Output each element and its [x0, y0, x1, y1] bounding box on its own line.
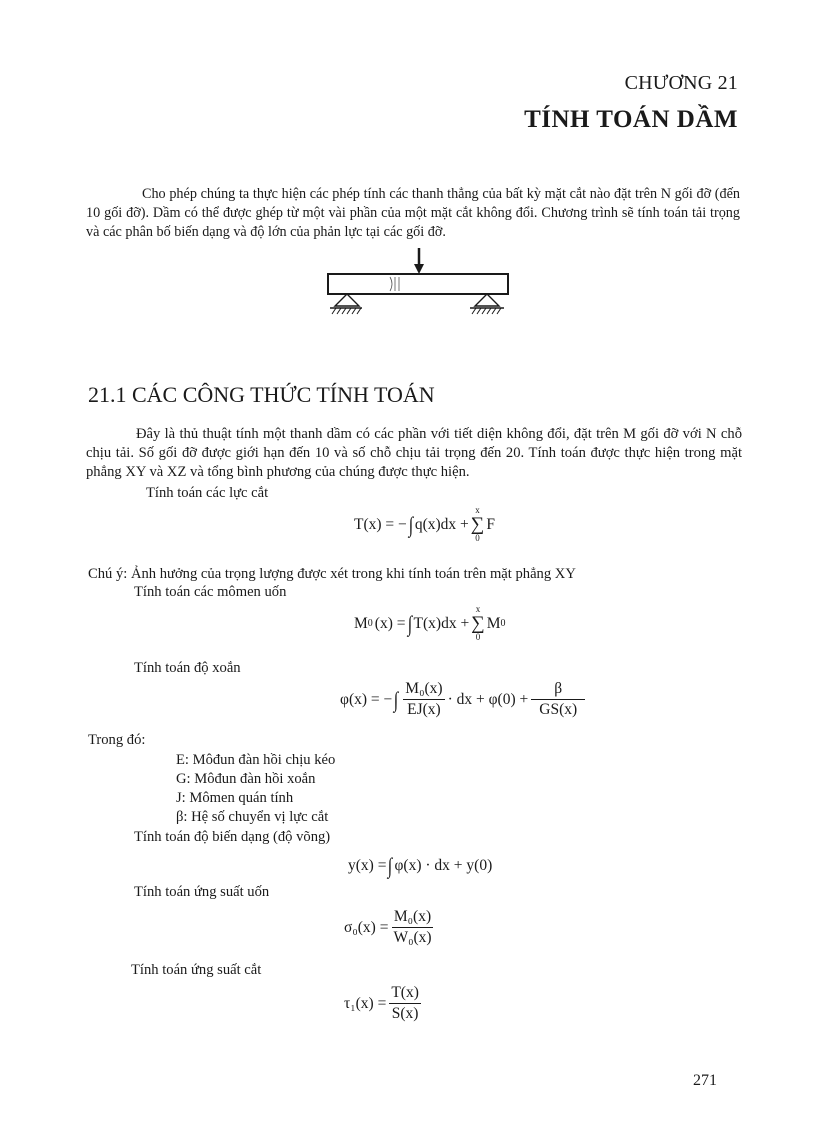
shear-force-formula: T(x) = − ∫ q(x)dx + x ∑ 0 F: [354, 505, 495, 543]
bending-moment-label: Tính toán các mômen uốn: [134, 584, 287, 600]
chapter-number: CHƯƠNG 21: [624, 72, 738, 94]
page-number: 271: [693, 1072, 717, 1089]
beam-joint-mark: [390, 277, 399, 291]
shear-force-label: Tính toán các lực cắt: [146, 485, 269, 501]
section-paragraph: Đây là thủ thuật tính một thanh dầm có các phần với tiết diện không đổi, đặt trên M gối đỡ với N chỗ chịu tải. Số gối đỡ được giới hạn đến 10 và số chỗ chịu tải trọng đến 20. Tính toán được thực hiện trong mặt phẳng XY và XZ và tổng bình phương của chúng được thực hiện.: [86, 426, 742, 480]
left-support: [335, 294, 359, 306]
bending-stress-formula: σ₀(x) = $\frac{\text{M₀(x)}}{\text{W₀(x)}}$: [344, 908, 432, 946]
deflection-formula: y(x) = ∫ φ(x) · dx + y(0): [348, 853, 493, 878]
load-arrow-head: [414, 264, 424, 274]
integral-sign: ∫: [388, 853, 393, 878]
bending-stress-label: Tính toán ứng suất uốn: [134, 884, 270, 900]
where-label: Trong đó:: [88, 732, 146, 748]
chapter-title: TÍNH TOÁN DẦM: [524, 106, 738, 133]
twist-label: Tính toán độ xoắn: [134, 660, 241, 676]
twist-formula: φ(x) = − ∫ $\frac{\text{M₀(x)}}{EJ(x)}$ · dx + φ(0) + $\frac{\beta}{GS(x)}$: [340, 680, 588, 719]
right-support: [475, 294, 499, 306]
integral-sign: ∫: [407, 610, 412, 636]
bending-moment-formula: M 0 (x) = ∫ T(x)dx + x ∑ 0 M 0: [354, 604, 506, 642]
definition-item: E: Môđun đàn hồi chịu kéo: [176, 752, 336, 768]
shear-stress-formula: τ₁(x) = $\frac{T(x)}{S(x)}$: [344, 984, 419, 1022]
weight-note: Chú ý: Ảnh hưởng của trọng lượng được xét trong khi tính toán trên mặt phẳng XY: [88, 566, 576, 582]
integral-sign: ∫: [394, 686, 399, 712]
beam-body: [328, 274, 508, 294]
sum-sign: x ∑ 0: [470, 505, 485, 543]
definition-item: β: Hệ số chuyển vị lực cắt: [176, 809, 329, 825]
shear-stress-label: Tính toán ứng suất cắt: [131, 962, 262, 978]
definition-item: J: Mômen quán tính: [176, 790, 294, 806]
sum-sign: x ∑ 0: [471, 604, 485, 642]
beam-diagram: [322, 248, 512, 324]
section-heading: 21.1 CÁC CÔNG THỨC TÍNH TOÁN: [88, 382, 435, 407]
intro-paragraph: Cho phép chúng ta thực hiện các phép tính các thanh thẳng của bất kỳ mặt cắt nào đặt trên N gối đỡ (đến 10 gối đỡ). Dầm có thể được ghép từ một vài phần của một mặt cắt không đổi. Chương trình sẽ tính toán tải trọng và các phân bố biến dạng và độ lớn của phản lực tại các gối đỡ.: [86, 186, 740, 240]
integral-sign: ∫: [408, 511, 414, 537]
deflection-label: Tính toán độ biến dạng (độ võng): [134, 829, 331, 845]
definition-item: G: Môđun đàn hồi xoắn: [176, 771, 316, 787]
